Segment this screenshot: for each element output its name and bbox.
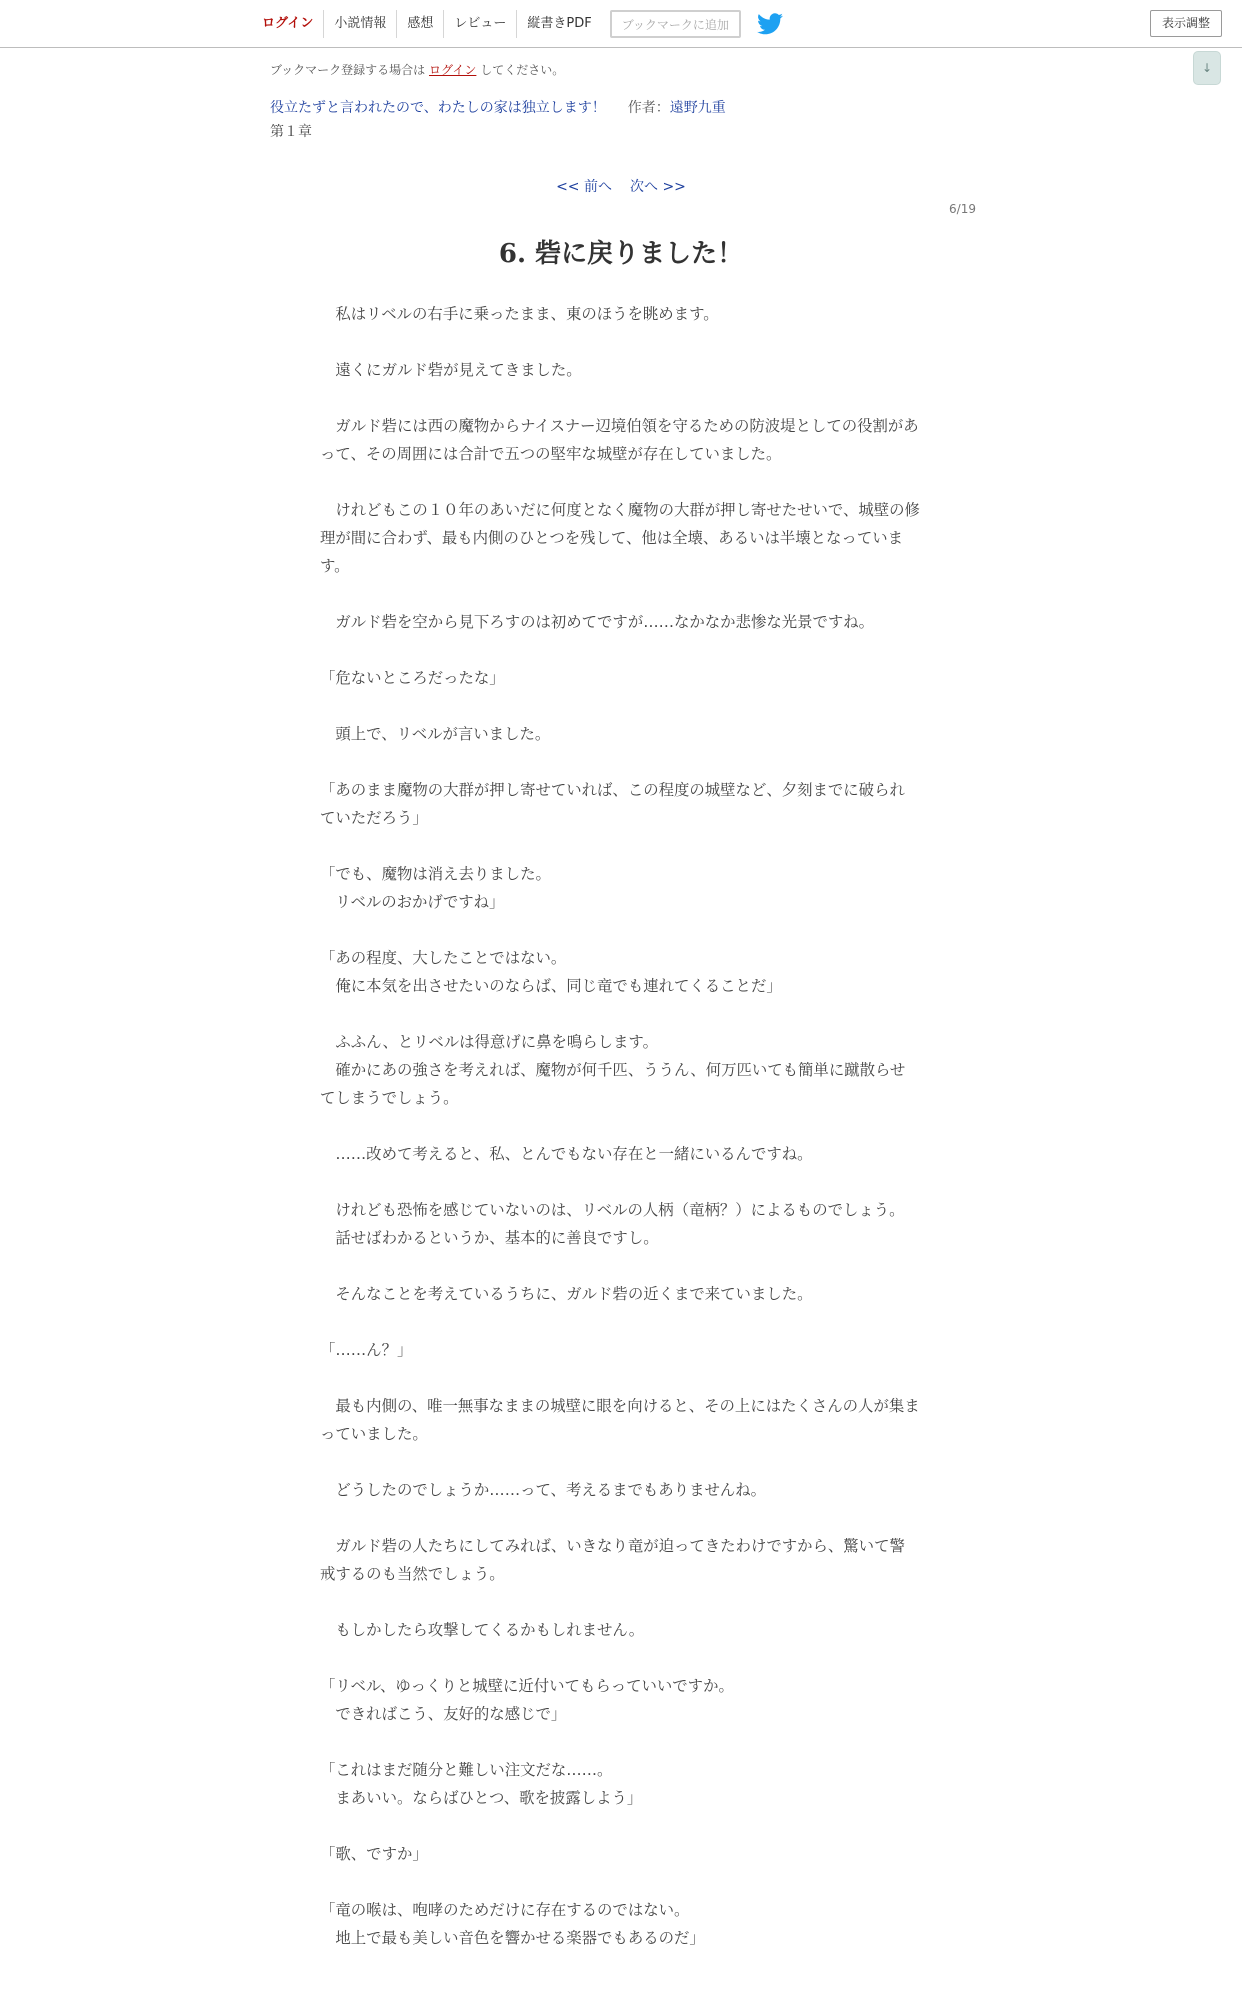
- body-paragraph: 「竜の喉は、咆哮のためだけに存在するのではない。 地上で最も美しい音色を響かせる楽器でもあるのだ」: [320, 1901, 705, 1947]
- body-paragraph: ……改めて考えると、私、とんでもない存在と一緒にいるんですね。: [320, 1145, 813, 1163]
- body-paragraph: 「あのまま魔物の大群が押し寄せていれば、この程度の城壁など、夕刻までに破られていただろう」: [320, 781, 905, 827]
- author-label: 作者：: [627, 100, 670, 116]
- author-link[interactable]: 遠野九重: [669, 100, 726, 116]
- body-paragraph: 「……ん？」: [320, 1341, 413, 1359]
- nav-review[interactable]: レビュー: [444, 10, 517, 38]
- body-paragraph: ガルド砦を空から見下ろすのは初めてですが……なかなか悲惨な光景ですね。: [320, 613, 875, 631]
- body-paragraph: ガルド砦の人たちにしてみれば、いきなり竜が迫ってきたわけですから、驚いて警戒するのも当然でしょう。: [320, 1537, 905, 1583]
- body-paragraph: 「でも、魔物は消え去りました。 リベルのおかげですね」: [320, 865, 551, 911]
- body-paragraph: 「歌、ですか」: [320, 1845, 428, 1863]
- body-paragraph: そんなことを考えているうちに、ガルド砦の近くまで来ていました。: [320, 1285, 813, 1303]
- novel-header: [270, 97, 726, 117]
- nav-login[interactable]: ログイン: [252, 10, 324, 38]
- scroll-down-button[interactable]: ↓: [1193, 51, 1221, 85]
- body-paragraph: どうしたのでしょうか……って、考えるまでもありませんね。: [320, 1481, 767, 1499]
- body-paragraph: ガルド砦には西の魔物からナイスナー辺境伯領を守るための防波堤としての役割があって、その周囲には合計で五つの堅牢な城壁が存在していました。: [320, 417, 919, 463]
- body-paragraph: もしかしたら攻撃してくるかもしれません。: [320, 1621, 645, 1639]
- bookmark-note-suffix: してください。: [476, 63, 565, 77]
- display-settings-button[interactable]: 表示調整: [1150, 10, 1222, 37]
- page-count: 6/19: [949, 202, 976, 216]
- body-paragraph: 「これはまだ随分と難しい注文だな……。 まあいい。ならばひとつ、歌を披露しよう」: [320, 1761, 643, 1807]
- nav-novel-info[interactable]: 小説情報: [324, 10, 397, 38]
- top-bar: [0, 0, 1242, 48]
- prev-episode-link[interactable]: << 前へ: [556, 179, 612, 195]
- body-paragraph: けれども恐怖を感じていないのは、リベルの人柄（竜柄？）によるものでしょう。 話せばわかるというか、基本的に善良ですし。: [335, 1201, 905, 1247]
- body-paragraph: 「リベル、ゆっくりと城壁に近付いてもらっていいですか。 できればこう、友好的な感じで」: [320, 1677, 734, 1723]
- episode-pager: [0, 176, 1242, 196]
- episode-title: 6. 砦に戻りました！: [498, 239, 744, 269]
- body-paragraph: 「危ないところだったな」: [320, 669, 505, 687]
- nav-menu: [252, 8, 783, 40]
- bookmark-login-link[interactable]: ログイン: [428, 63, 477, 77]
- add-bookmark-button[interactable]: ブックマークに追加: [610, 10, 741, 38]
- next-episode-link[interactable]: 次へ >>: [630, 179, 686, 195]
- bookmark-note: [270, 61, 564, 78]
- body-paragraph: 私はリベルの右手に乗ったまま、東のほうを眺めます。: [320, 305, 719, 323]
- chapter-title: 第１章: [270, 124, 312, 140]
- body-paragraph: 「あの程度、大したことではない。 俺に本気を出させたいのならば、同じ竜でも連れてくることだ」: [320, 949, 782, 995]
- body-paragraph: 最も内側の、唯一無事なままの城壁に眼を向けると、その上にはたくさんの人が集まっていました。: [320, 1397, 920, 1443]
- nav-vertical-pdf[interactable]: 縦書きPDF: [527, 16, 592, 31]
- body-paragraph: 頭上で、リベルが言いました。: [320, 725, 551, 743]
- novel-title-link[interactable]: 役立たずと言われたので、わたしの家は独立します！: [270, 100, 606, 116]
- body-paragraph: けれどもこの１０年のあいだに何度となく魔物の大群が押し寄せたせいで、城壁の修理が間に合わず、最も内側のひとつを残して、他は全壊、あるいは半壊となっています。: [320, 501, 920, 575]
- twitter-icon[interactable]: [757, 13, 783, 35]
- body-paragraph: 遠くにガルド砦が見えてきました。: [320, 361, 582, 379]
- novel-body: [320, 300, 920, 1980]
- bookmark-note-prefix: ブックマーク登録する場合は: [270, 63, 429, 77]
- body-paragraph: ふふん、とリベルは得意げに鼻を鳴らします。 確かにあの強さを考えれば、魔物が何千匹、ううん、何万匹いても簡単に蹴散らせてしまうでしょう。: [320, 1033, 906, 1107]
- nav-impressions[interactable]: 感想: [397, 10, 444, 38]
